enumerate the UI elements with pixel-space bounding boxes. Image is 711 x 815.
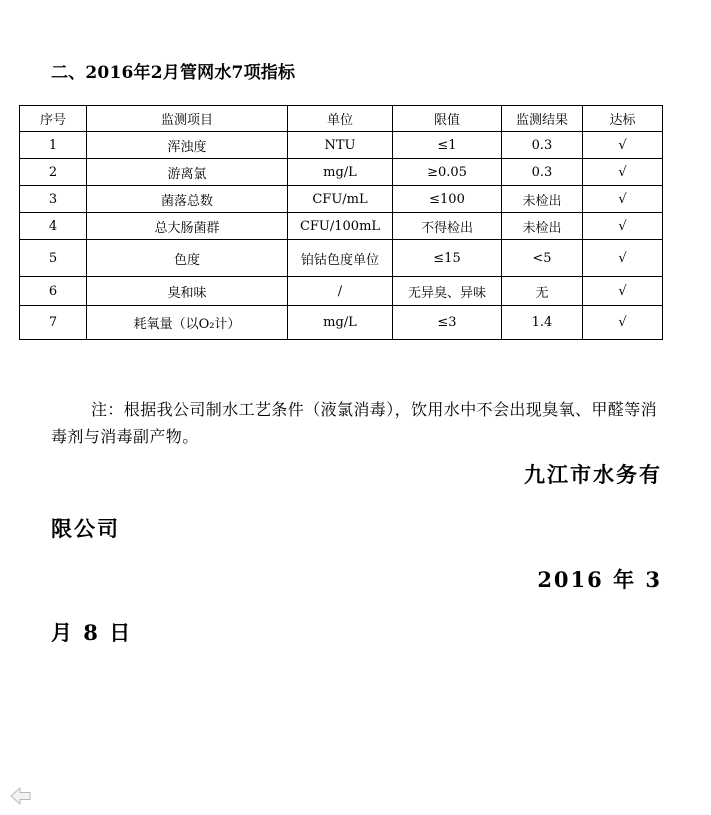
table-row: [20, 240, 663, 277]
cell-index: 1: [20, 132, 87, 159]
cell-unit: NTU: [288, 132, 393, 159]
cell-pass: √: [583, 186, 663, 213]
cell-limit: ≤15: [393, 240, 502, 277]
col-header-pass: 达标: [583, 106, 663, 132]
cell-limit: ≤3: [393, 306, 502, 340]
signature-date-line1: 2016 年 3: [537, 567, 662, 592]
cell-pass: √: [583, 306, 663, 340]
cell-item: 菌落总数: [87, 186, 288, 213]
table-row: [20, 132, 663, 159]
cell-pass: √: [583, 213, 663, 240]
cell-pass: √: [583, 159, 663, 186]
cell-index: 2: [20, 159, 87, 186]
cell-result: <5: [502, 240, 583, 277]
cell-item: 臭和味: [87, 277, 288, 306]
table-row: [20, 159, 663, 186]
cell-item: 游离氯: [87, 159, 288, 186]
cell-item: 浑浊度: [87, 132, 288, 159]
signature-org-line1: 九江市水务有: [524, 462, 662, 487]
table-row: [20, 306, 663, 340]
cell-unit: mg/L: [288, 306, 393, 340]
back-arrow-icon-graphic: [10, 787, 32, 805]
cell-unit: /: [288, 277, 393, 306]
col-header-limit: 限值: [393, 106, 502, 132]
cell-index: 4: [20, 213, 87, 240]
col-header-item: 监测项目: [87, 106, 288, 132]
signature-org-line2: 限公司: [51, 516, 120, 541]
col-header-result: 监测结果: [502, 106, 583, 132]
cell-result: 未检出: [502, 186, 583, 213]
cell-result: 0.3: [502, 159, 583, 186]
cell-result: 0.3: [502, 132, 583, 159]
table-row: [20, 277, 663, 306]
cell-limit: 不得检出: [393, 213, 502, 240]
cell-unit: mg/L: [288, 159, 393, 186]
cell-limit: ≥0.05: [393, 159, 502, 186]
cell-unit: 铂钴色度单位: [288, 240, 393, 277]
cell-index: 7: [20, 306, 87, 340]
cell-index: 5: [20, 240, 87, 277]
cell-unit: CFU/mL: [288, 186, 393, 213]
cell-pass: √: [583, 132, 663, 159]
cell-unit: CFU/100mL: [288, 213, 393, 240]
cell-pass: √: [583, 277, 663, 306]
cell-index: 3: [20, 186, 87, 213]
cell-index: 6: [20, 277, 87, 306]
cell-limit: 无异臭、异味: [393, 277, 502, 306]
note-paragraph: 注：根据我公司制水工艺条件（液氯消毒），饮用水中不会出现臭氧、甲醛等消毒剂与消毒副产物。: [51, 400, 658, 446]
col-header-index: 序号: [20, 106, 87, 132]
table-header-row: [20, 106, 663, 132]
signature-date-line2: 月 8 日: [51, 620, 133, 645]
cell-limit: ≤100: [393, 186, 502, 213]
indicator-table: [19, 105, 663, 340]
back-arrow-icon[interactable]: [10, 787, 32, 805]
cell-result: 无: [502, 277, 583, 306]
col-header-unit: 单位: [288, 106, 393, 132]
cell-result: 未检出: [502, 213, 583, 240]
cell-pass: √: [583, 240, 663, 277]
cell-item: 色度: [87, 240, 288, 277]
section-heading: 二、2016年2月管网水7项指标: [51, 63, 296, 83]
cell-item: 耗氧量（以O₂计）: [87, 306, 288, 340]
table-row: [20, 186, 663, 213]
cell-limit: ≤1: [393, 132, 502, 159]
cell-item: 总大肠菌群: [87, 213, 288, 240]
table-row: [20, 213, 663, 240]
cell-result: 1.4: [502, 306, 583, 340]
